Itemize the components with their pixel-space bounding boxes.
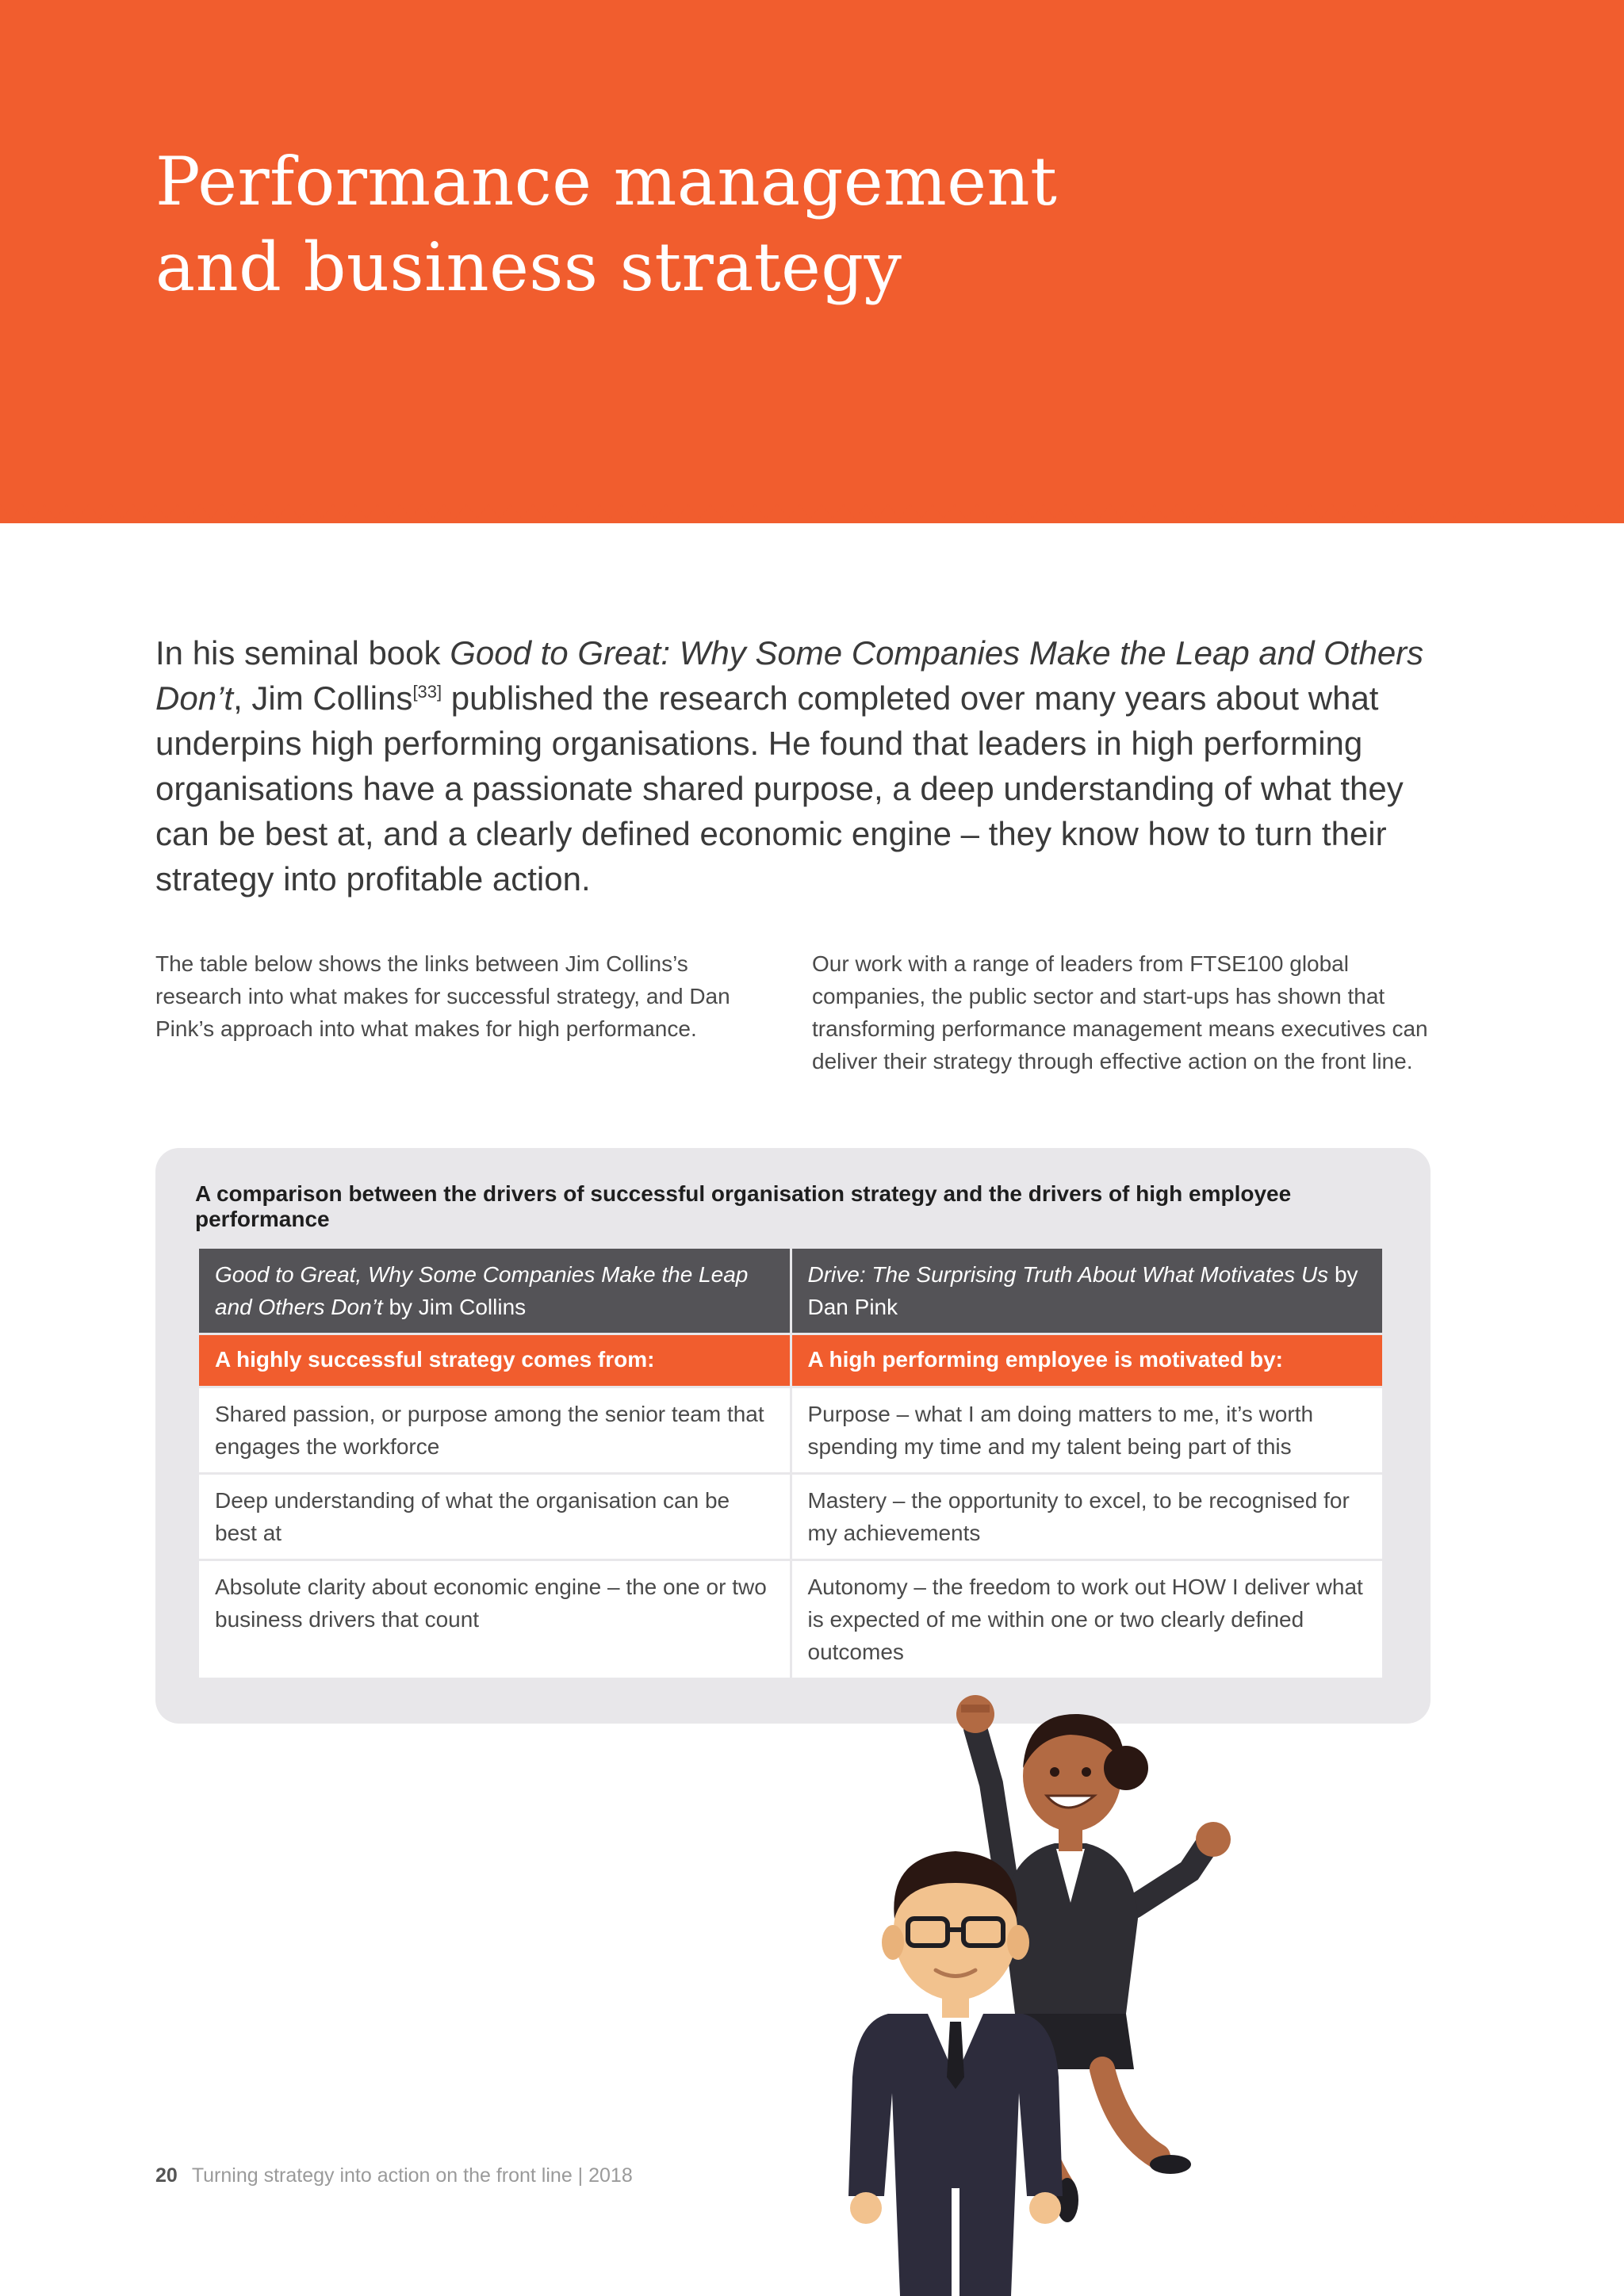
banner-zigzag-edge	[0, 504, 1624, 526]
subheader-motivation: A high performing employee is motivated by:	[792, 1335, 1383, 1386]
comparison-table	[197, 1246, 1385, 1680]
table-header-row	[199, 1249, 1382, 1333]
page-number: 20	[155, 2164, 178, 2187]
pink-author: by Dan Pink	[807, 1262, 1358, 1319]
table-subheader-row	[199, 1335, 1382, 1386]
lead-paragraph	[155, 630, 1440, 901]
lead-text-1: In his seminal book	[155, 634, 450, 672]
business-people-illustration	[825, 1681, 1269, 2296]
lead-text-3: published the research completed over many years about what underpins high performing organisations. He found that leaders in high performing organisations have a passionate shared purpose, a deep understanding of what they can be best at, and a clearly defined economic engine – they know how to turn their strategy into profitable action.	[155, 679, 1404, 897]
table-caption: A comparison between the drivers of successful organisation strategy and the drivers of high employee performance	[195, 1181, 1292, 1231]
body-column-right: Our work with a range of leaders from FTSE100 global companies, the public sector and start-ups has shown that transforming performance management means executives can deliver their strategy through effective action on the front line.	[812, 951, 1428, 1073]
footer-text: Turning strategy into action on the front line | 2018	[191, 2164, 633, 2187]
table-cell-left: Shared passion, or purpose among the senior team that engages the workforce	[199, 1388, 790, 1472]
lead-text-2: , Jim Collins	[233, 679, 413, 717]
table-cell-left: Absolute clarity about economic engine – the one or two business drivers that count	[199, 1561, 790, 1678]
lead-book-title: Good to Great: Why Some Companies Make the Leap and Others Don’t	[155, 634, 1424, 717]
table-row	[199, 1475, 1382, 1559]
page-footer	[155, 2164, 633, 2187]
header-cell-pink	[792, 1249, 1383, 1333]
header-cell-collins	[199, 1249, 790, 1333]
subheader-strategy: A highly successful strategy comes from:	[199, 1335, 790, 1386]
collins-author: by Jim Collins	[382, 1295, 527, 1319]
pink-book-title: Drive: The Surprising Truth About What Motivates Us	[807, 1262, 1329, 1287]
table-cell-right: Autonomy – the freedom to work out HOW I deliver what is expected of me within one or two clearly defined outcomes	[792, 1561, 1383, 1678]
body-column-left: The table below shows the links between Jim Collins’s research into what makes for successful strategy, and Dan Pink’s approach into what makes for high performance.	[155, 951, 730, 1041]
comparison-panel	[155, 1148, 1431, 1724]
title-line-1: Performance management	[155, 143, 1058, 220]
page-title	[155, 139, 1345, 310]
collins-book-title: Good to Great, Why Some Companies Make the Leap and Others Don’t	[215, 1262, 749, 1319]
title-line-2: and business strategy	[155, 228, 902, 306]
header-banner	[0, 0, 1624, 523]
reference-marker: [33]	[412, 682, 442, 702]
table-row	[199, 1388, 1382, 1472]
table-cell-right: Purpose – what I am doing matters to me, it’s worth spending my time and my talent being part of this	[792, 1388, 1383, 1472]
table-cell-right: Mastery – the opportunity to excel, to be recognised for my achievements	[792, 1475, 1383, 1559]
table-cell-left: Deep understanding of what the organisation can be best at	[199, 1475, 790, 1559]
table-row	[199, 1561, 1382, 1678]
